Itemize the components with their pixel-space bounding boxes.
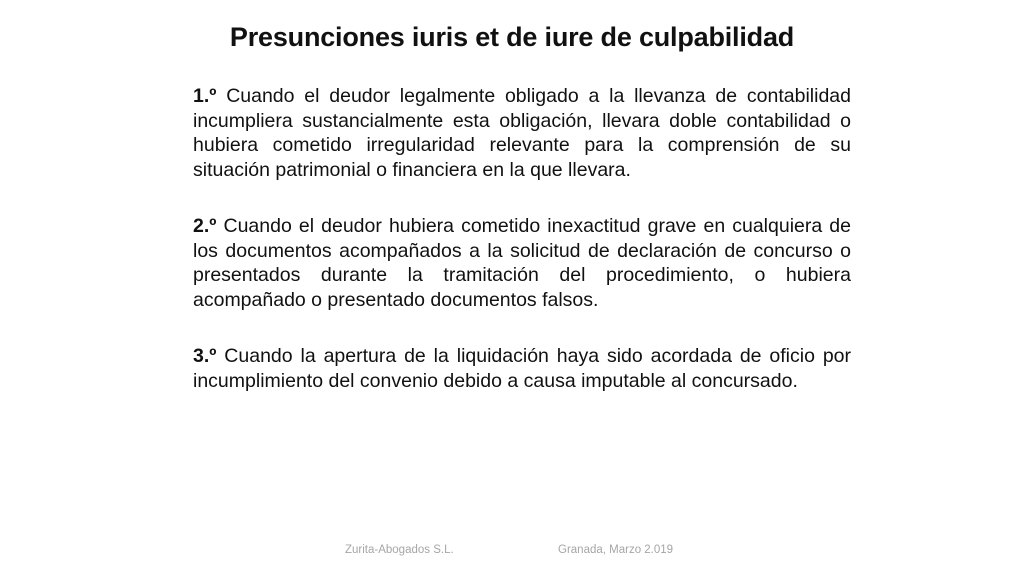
item-text: Cuando el deudor hubiera cometido inexactitud grave en cualquiera de los documentos acompañados a la solicitud de declaración de concurso o presentados durante la tramitación del procedimiento, o hubiera acompañado o presentado documentos falsos. bbox=[193, 215, 852, 311]
footer-place-date: Granada, Marzo 2.019 bbox=[558, 544, 674, 556]
item-text: Cuando la apertura de la liquidación haya sido acordada de oficio por incumplimiento del convenio debido a causa imputable al concursado. bbox=[193, 345, 852, 392]
item-number: 1.º bbox=[193, 85, 217, 107]
presumption-item-3 bbox=[193, 344, 851, 393]
footer-firm: Zurita-Abogados S.L. bbox=[345, 544, 454, 556]
presumption-item-2 bbox=[193, 214, 851, 312]
item-number: 2.º bbox=[193, 215, 217, 237]
presumption-item-1 bbox=[193, 84, 851, 182]
item-text: Cuando el deudor legalmente obligado a la llevanza de contabilidad incumpliera sustancialmente esta obligación, llevara doble contabilidad o hubiera cometido irregularidad relevante para la comprensión de su situación patrimonial o financiera en la que llevara. bbox=[193, 85, 851, 181]
slide-title: Presunciones iuris et de iure de culpabilidad bbox=[229, 22, 795, 52]
slide-body bbox=[193, 84, 851, 393]
item-number: 3.º bbox=[193, 345, 217, 367]
